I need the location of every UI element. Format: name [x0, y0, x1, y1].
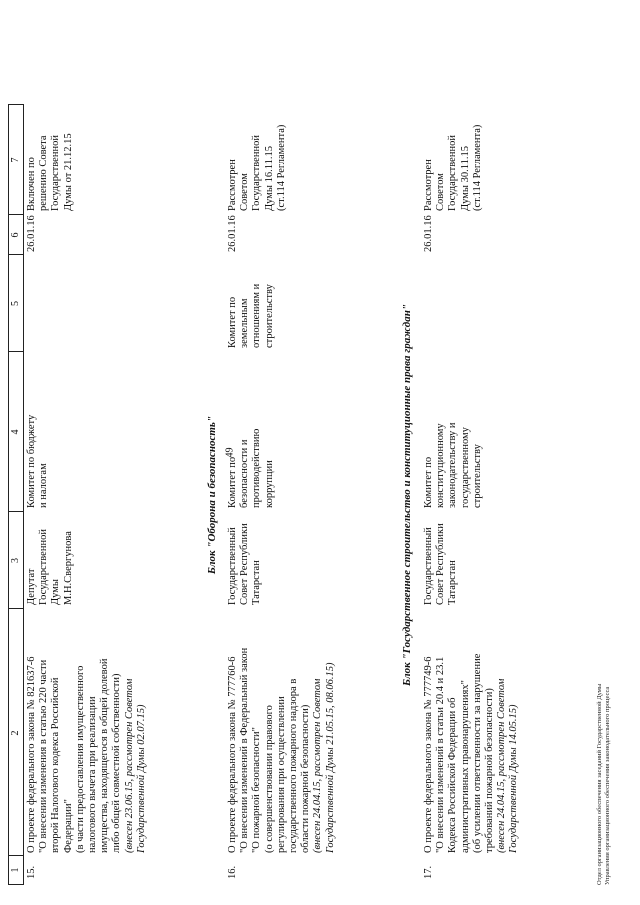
row-committee: Комитет по безопасности и противодействию коррупции	[227, 428, 275, 508]
row-initiator: Государственный Совет Республики Татарстан	[423, 523, 459, 605]
col-header-6: 6	[8, 214, 24, 255]
block-heading-defense: Блок "Оборона и безопасность"	[206, 415, 218, 575]
row-committee: Комитет по бюджету и налогам	[26, 414, 50, 508]
col-header-1: 1	[8, 855, 24, 885]
row-initiator: Депутат Государственной Думы М.Н.Свергунова	[26, 529, 74, 605]
block-heading-state: Блок "Государственное строительство и конституционные права граждан"	[401, 304, 413, 686]
col-header-4: 4	[8, 351, 24, 512]
page-number: 49	[224, 447, 236, 458]
row-decision: Включен по решению Совета Государственной Думы от 21.12.15	[26, 133, 74, 211]
row-title: О проекте федерального закона № 777760-6 "О внесении изменений в Федеральный закон "О пожарной безопасности" (о совершенствовании правового регулирования при осуществлении государственного пожарного надзора в области пожарной безопасности) (внесен 24.04.15, рассмотрен Советом Государственной Думы 21.05.15, 08.06.15)	[227, 647, 336, 853]
row-date: 26.01.16	[26, 215, 37, 252]
col-header-5: 5	[8, 254, 24, 352]
col-header-7: 7	[8, 104, 24, 215]
row-decision: Рассмотрен Советом Государственной Думы 16.11.15 (ст.114 Регламента)	[227, 124, 287, 211]
row-committee-5: Комитет по земельным отношениям и строительству	[227, 283, 275, 348]
row-decision: Рассмотрен Советом Государственной Думы 30.11.15 (ст.114 Регламента)	[423, 124, 483, 211]
col-header-2: 2	[8, 608, 24, 857]
row-committee: Комитет по конституционному законодательству и государственному строительству	[423, 422, 483, 508]
row-date: 26.01.16	[423, 215, 434, 252]
row-date: 26.01.16	[227, 215, 238, 252]
bills-table	[8, 17, 578, 885]
col-header-3: 3	[8, 511, 24, 609]
row-title: О проекте федерального закона № 777749-6 "О внесении изменений в статьи 20.4 и 23.1 Кодекса Российской Федерации об административных правонарушениях" (об усилении ответственности за нарушение требований пожарной безопасности) (внесен 24.04.15, рассмотрен Советом Государственной Думы 14.05.15)	[423, 653, 520, 853]
row-title: О проекте федерального закона № 821637-6 "О внесении изменения в статью 220 части второй Налогового кодекса Российской Федерации" (в части предоставления имущественного налогового вычета при реализации имущества, находящегося в общей долевой либо общей совместной собственности) (внесен 23.06.15, рассмотрен Советом Государственной Думы 02.07.15)	[26, 656, 147, 853]
row-number: 15.	[26, 865, 37, 879]
footer-note: Отдел организационного обеспечения заседаний Государственной Думы Управления организационного обеспечения законодательного процесса	[596, 683, 611, 885]
row-number: 17.	[423, 865, 434, 879]
row-initiator: Государственный Совет Республики Татарстан	[227, 523, 263, 605]
row-number: 16.	[227, 865, 238, 879]
